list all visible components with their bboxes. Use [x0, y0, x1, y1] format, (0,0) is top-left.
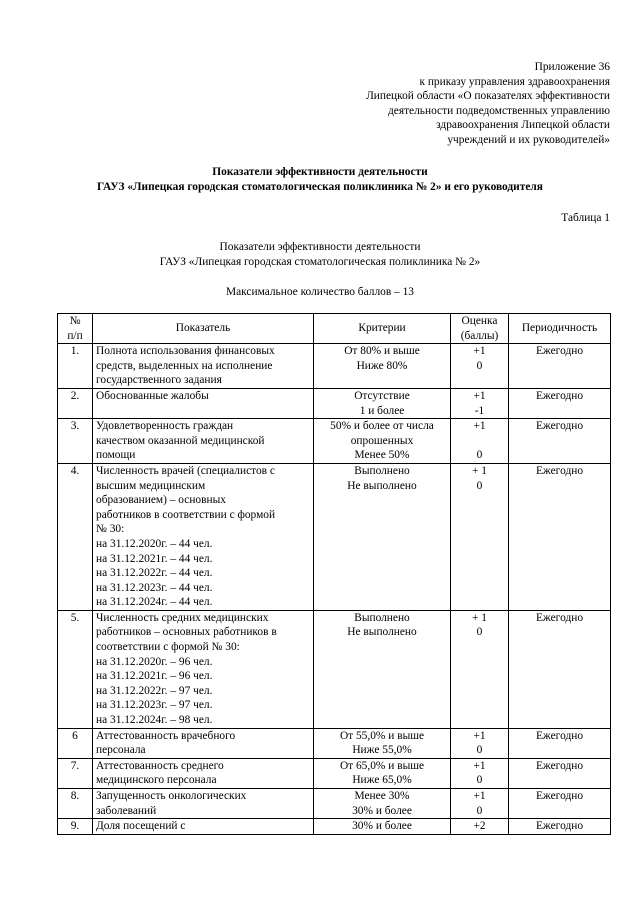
appendix-line: к приказу управления здравоохранения [419, 75, 610, 88]
cell-indicator-line: на 31.12.2022г. – 97 чел. [96, 684, 213, 697]
header-score [451, 314, 509, 344]
cell-criteria-line: Выполнено [354, 611, 410, 624]
cell-criteria [314, 819, 451, 835]
cell-indicator-line: на 31.12.2020г. – 96 чел. [96, 655, 213, 668]
cell-indicator-line: Численность средних медицинских [96, 611, 269, 624]
cell-score-line: 0 [476, 449, 483, 462]
cell-indicator-line: средств, выделенных на исполнение [96, 359, 273, 372]
cell-criteria-line: Отсутствие [354, 389, 410, 402]
cell-periodicity: Ежегодно [509, 789, 611, 819]
cell-indicator-line: персонала [96, 744, 146, 757]
cell-indicator-line: соответствии с формой № 30: [96, 641, 240, 654]
cell-periodicity: Ежегодно [509, 388, 611, 418]
cell-indicator-line: помощи [96, 449, 136, 462]
cell-criteria-line: Ниже 80% [356, 359, 408, 372]
table-row [58, 789, 611, 819]
cell-criteria [314, 419, 451, 464]
cell-criteria [314, 388, 451, 418]
cell-criteria-line: От 65,0% и выше [339, 759, 425, 772]
cell-criteria-line: Ниже 65,0% [352, 774, 412, 787]
cell-score [451, 419, 509, 464]
cell-score-line: +1 [473, 420, 486, 433]
cell-periodicity: Ежегодно [509, 344, 611, 389]
cell-periodicity: Ежегодно [509, 463, 611, 610]
appendix-line: здравоохранения Липецкой области [436, 119, 610, 132]
max-score-line: Максимальное количество баллов – 13 [226, 286, 414, 298]
cell-score-line: 0 [476, 804, 483, 817]
cell-score [451, 610, 509, 728]
cell-indicator-line: Доля посещений с [96, 820, 186, 833]
cell-indicator-line: государственного задания [96, 374, 222, 387]
cell-score-line: + 1 [472, 611, 487, 624]
cell-indicator-line: медицинского персонала [96, 774, 217, 787]
header-score-line: Оценка [461, 315, 498, 327]
table-caption [0, 240, 640, 269]
cell-score-line: +1 [473, 790, 486, 802]
cell-score-line: + 1 [472, 464, 487, 477]
cell-score [451, 728, 509, 758]
cell-score-line: +2 [473, 820, 486, 833]
cell-indicator [93, 728, 314, 758]
cell-score-line: 0 [476, 359, 483, 372]
table-number: Таблица 1 [561, 212, 610, 224]
cell-no: 1. [58, 344, 93, 389]
appendix-line: Приложение 36 [534, 61, 610, 73]
document-title-line: Показатели эффективности деятельности [212, 166, 428, 178]
cell-criteria [314, 610, 451, 728]
cell-score [451, 463, 509, 610]
cell-no: 8. [58, 789, 93, 819]
document-title [0, 165, 640, 194]
cell-criteria-line: 50% и более от числа [330, 420, 434, 433]
cell-criteria-line: Не выполнено [347, 479, 417, 492]
table-row [58, 419, 611, 464]
cell-no: 7. [58, 758, 93, 788]
cell-indicator [93, 610, 314, 728]
indicators-table [57, 313, 611, 835]
cell-score-line: +1 [473, 389, 486, 402]
table-row [58, 819, 611, 835]
document-title-line: ГАУЗ «Липецкая городская стоматологическая поликлиника № 2» и его руководителя [97, 180, 543, 193]
cell-criteria-line: Выполнено [354, 464, 410, 477]
table-row [58, 758, 611, 788]
cell-criteria-line: 30% и более [352, 804, 412, 817]
cell-criteria [314, 728, 451, 758]
cell-indicator-line: качеством оказанной медицинской [96, 434, 265, 447]
cell-criteria [314, 344, 451, 389]
cell-score [451, 819, 509, 835]
table-header-row [58, 314, 611, 344]
header-score-line: (баллы) [460, 329, 499, 342]
header-no-line: № [69, 315, 81, 327]
cell-criteria-line: 1 и более [359, 404, 405, 417]
header-no-line: п/п [67, 329, 83, 342]
cell-no: 4. [58, 463, 93, 610]
cell-score [451, 758, 509, 788]
cell-indicator [93, 819, 314, 835]
cell-indicator-line: на 31.12.2023г. – 97 чел. [96, 699, 213, 712]
cell-indicator-line: на 31.12.2023г. – 44 чел. [96, 581, 213, 594]
cell-score-line [454, 434, 505, 449]
cell-score-line: +1 [473, 759, 486, 772]
cell-no: 5. [58, 610, 93, 728]
cell-indicator-line: на 31.12.2021г. – 96 чел. [96, 670, 213, 683]
header-indicator: Показатель [93, 314, 314, 344]
cell-criteria-line: От 55,0% и выше [339, 729, 425, 742]
cell-criteria [314, 463, 451, 610]
cell-criteria [314, 789, 451, 819]
cell-indicator-line: на 31.12.2020г. – 44 чел. [96, 537, 213, 550]
cell-indicator [93, 789, 314, 819]
cell-score-line: 0 [476, 626, 483, 639]
table-caption-line: Показатели эффективности деятельности [219, 241, 421, 253]
cell-indicator [93, 344, 314, 389]
cell-indicator [93, 758, 314, 788]
cell-score-line: 0 [476, 774, 483, 787]
cell-indicator-line: Удовлетворенность граждан [96, 420, 234, 433]
cell-score [451, 388, 509, 418]
cell-periodicity: Ежегодно [509, 728, 611, 758]
cell-indicator-line: работников в соответствии с формой [96, 508, 276, 521]
cell-score-line: 0 [476, 479, 483, 492]
cell-indicator-line: Аттестованность среднего [96, 759, 224, 772]
cell-periodicity: Ежегодно [509, 419, 611, 464]
appendix-line: деятельности подведомственных управлению [387, 104, 610, 117]
header-criteria: Критерии [314, 314, 451, 344]
cell-no: 2. [58, 388, 93, 418]
cell-indicator-line: заболеваний [96, 804, 157, 817]
cell-indicator-line: № 30: [96, 523, 125, 536]
appendix-block [300, 60, 610, 148]
cell-indicator-line: высшим медицинским [96, 479, 206, 492]
appendix-line: учреждений и их руководителей» [447, 133, 610, 146]
cell-score [451, 344, 509, 389]
cell-score-line: 0 [476, 744, 483, 757]
cell-score-line: +1 [473, 729, 486, 742]
table-row [58, 728, 611, 758]
cell-indicator [93, 463, 314, 610]
appendix-line: Липецкой области «О показателях эффективности [366, 90, 610, 103]
cell-indicator-line: Аттестованность врачебного [96, 729, 236, 742]
cell-periodicity: Ежегодно [509, 758, 611, 788]
cell-score-line: -1 [474, 404, 485, 417]
cell-no: 3. [58, 419, 93, 464]
cell-indicator-line: образованием) – основных [96, 494, 226, 507]
cell-criteria-line: От 80% и выше [344, 345, 420, 358]
table-caption-line: ГАУЗ «Липецкая городская стоматологическая поликлиника № 2» [159, 255, 481, 268]
cell-no: 9. [58, 819, 93, 835]
cell-indicator-line: работников – основных работников в [96, 626, 277, 639]
cell-indicator-line: Запущенность онкологических [96, 790, 247, 802]
table-row [58, 463, 611, 610]
cell-indicator-line: на 31.12.2024г. – 98 чел. [96, 714, 213, 727]
cell-criteria-line: Не выполнено [347, 626, 417, 639]
cell-score [451, 789, 509, 819]
table-row [58, 610, 611, 728]
cell-criteria-line: 30% и более [352, 820, 412, 833]
header-periodicity: Периодичность [509, 314, 611, 344]
cell-indicator-line: Численность врачей (специалистов с [96, 464, 275, 477]
cell-score-line: +1 [473, 345, 486, 358]
cell-indicator [93, 388, 314, 418]
cell-no: 6 [58, 728, 93, 758]
cell-criteria-line: Менее 30% [354, 790, 410, 802]
cell-criteria [314, 758, 451, 788]
cell-indicator-line: Обоснованные жалобы [96, 389, 209, 402]
cell-indicator-line: на 31.12.2022г. – 44 чел. [96, 567, 213, 580]
cell-periodicity: Ежегодно [509, 819, 611, 835]
cell-criteria-line: Ниже 55,0% [352, 744, 412, 757]
table-row [58, 344, 611, 389]
cell-indicator-line: на 31.12.2024г. – 44 чел. [96, 596, 213, 609]
cell-criteria-line: Менее 50% [354, 449, 410, 462]
cell-indicator-line: на 31.12.2021г. – 44 чел. [96, 552, 213, 565]
cell-periodicity: Ежегодно [509, 610, 611, 728]
cell-criteria-line: опрошенных [350, 434, 414, 447]
header-no [58, 314, 93, 344]
cell-indicator-line: Полнота использования финансовых [96, 345, 275, 358]
table-row [58, 388, 611, 418]
cell-indicator [93, 419, 314, 464]
